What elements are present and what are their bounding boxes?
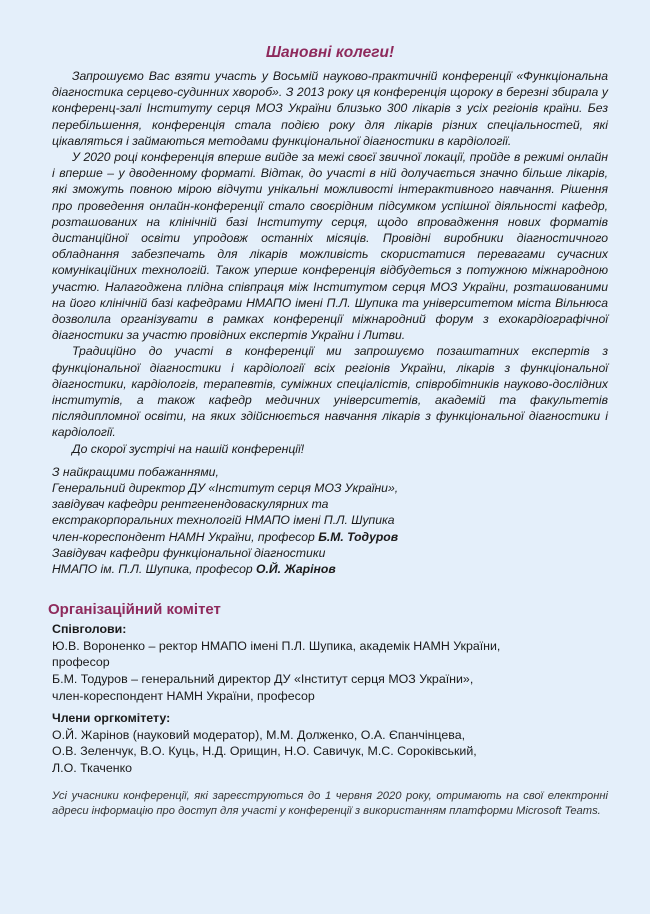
signature-line: завідувач кафедри рентгенендоваскулярних та bbox=[52, 497, 329, 512]
letter-body bbox=[52, 68, 608, 457]
committee-heading: Організаційний комітет bbox=[48, 601, 221, 619]
chair-line: член-кореспондент НАМН України, професор bbox=[52, 688, 315, 703]
signature-line: екстракорпоральних технологій НМАПО імені П.Л. Шупика bbox=[52, 513, 395, 528]
closing-block bbox=[52, 464, 608, 577]
signature-title: член-кореспондент НАМН України, професор bbox=[52, 529, 319, 544]
registration-note: Усі учасники конференції, які зареєструються до 1 червня 2020 року, отримають на свої електронні адреси інформацію про доступ для участі у конференції з використанням платформи Microsoft Teams. bbox=[52, 789, 608, 818]
closing-wishes: З найкращими побажаннями, bbox=[52, 464, 219, 479]
chairs-label: Співголови: bbox=[52, 622, 127, 637]
signature-line bbox=[52, 561, 608, 577]
greeting-heading: Шановні колеги! bbox=[265, 44, 395, 61]
signature-line: Завідувач кафедри функціональної діагностики bbox=[52, 545, 326, 560]
chair-line: професор bbox=[52, 655, 110, 670]
member-line: О.Й. Жарінов (науковий модератор), М.М. Долженко, О.А. Єпанчінцева, bbox=[52, 727, 466, 742]
chair-line: Б.М. Тодуров – генеральний директор ДУ «Інститут серця МОЗ України», bbox=[52, 672, 474, 687]
paragraph-see-you: До скорої зустрічі на нашій конференції! bbox=[72, 441, 305, 456]
letter-page bbox=[48, 44, 608, 820]
signature-line bbox=[52, 529, 608, 545]
signature-name-todurov: Б.М. Тодуров bbox=[318, 529, 399, 544]
signature-name-zharinov: О.Й. Жарінов bbox=[256, 562, 336, 577]
paragraph-participants: Традиційно до участі в конференції ми запрошуємо позаштатних експертів з функціональної діагностики і кардіології всіх регіонів України, лікарів з функціональної діагностики, кардіологів, терапевтів, суміжних спеціалістів, співробітників науково-дослідних інститутів, а також кафедр медичних університетів, академій та факультетів післядипломної освіти, на яких здійснюється навчання лікарів з функціональної діагностики і кардіології. bbox=[52, 344, 608, 440]
signature-line: Генеральний директор ДУ «Інститут серця МОЗ України», bbox=[52, 481, 399, 496]
paragraph-online-format: У 2020 році конференція вперше вийде за межі своєї звичної локації, пройде в режимі онлайн і вперше – у дводенному форматі. Відтак, до участі в ній долучається значно більше лікарів, які зможуть повною мірою відчути унікальні можливості інтерактивного навчання. Рішення про проведення онлайн-конференції стало своєрідним підсумком успішної діяльності кафедр, розташованих на клінічній базі Інституту серця, щодо впровадження нових форматів дистанційної освіти упродовж останніх місяців. Провідні виробники діагностичного обладнання забезпечать для лікарів можливість скористатися перевагами сучасних комунікаційних технологій. Також уперше конференція відбудеться з потужною міжнародною участю. Налагоджена плідна співпраця між Інститутом серця МОЗ України, розташованими на його клінічній базі кафедрами НМАПО імені П.Л. Шупика та університетом міста Вільнюса дозволила організувати в рамках конференції міжнародний форум з ехокардіографічної діагностики за участю провідних експертів України і Литви. bbox=[52, 150, 608, 343]
member-line: О.В. Зеленчук, В.О. Куць, Н.Д. Орищин, Н.О. Савичук, М.С. Сороківський, bbox=[52, 744, 477, 759]
paragraph-invitation: Запрошуємо Вас взяти участь у Восьмій науково-практичній конференції «Функціональна діагностика серцево-судинних хвороб». З 2013 року ця конференція щороку в березні збирала у конференц-залі Інституту серця МОЗ України близько 300 лікарів з усіх регіонів країни. Без перебільшення, конференція стала подією року для лікарів різних спеціальностей, які цікавляться і займаються методами функціональної діагностики в кардіології. bbox=[52, 69, 608, 148]
member-line: Л.О. Ткаченко bbox=[52, 761, 133, 776]
members-label: Члени оргкомітету: bbox=[52, 711, 171, 726]
chair-line: Ю.В. Вороненко – ректор НМАПО імені П.Л. Шупика, академік НАМН України, bbox=[52, 638, 501, 653]
committee-block bbox=[52, 621, 608, 776]
signature-title: НМАПО ім. П.Л. Шупика, професор bbox=[52, 562, 257, 577]
